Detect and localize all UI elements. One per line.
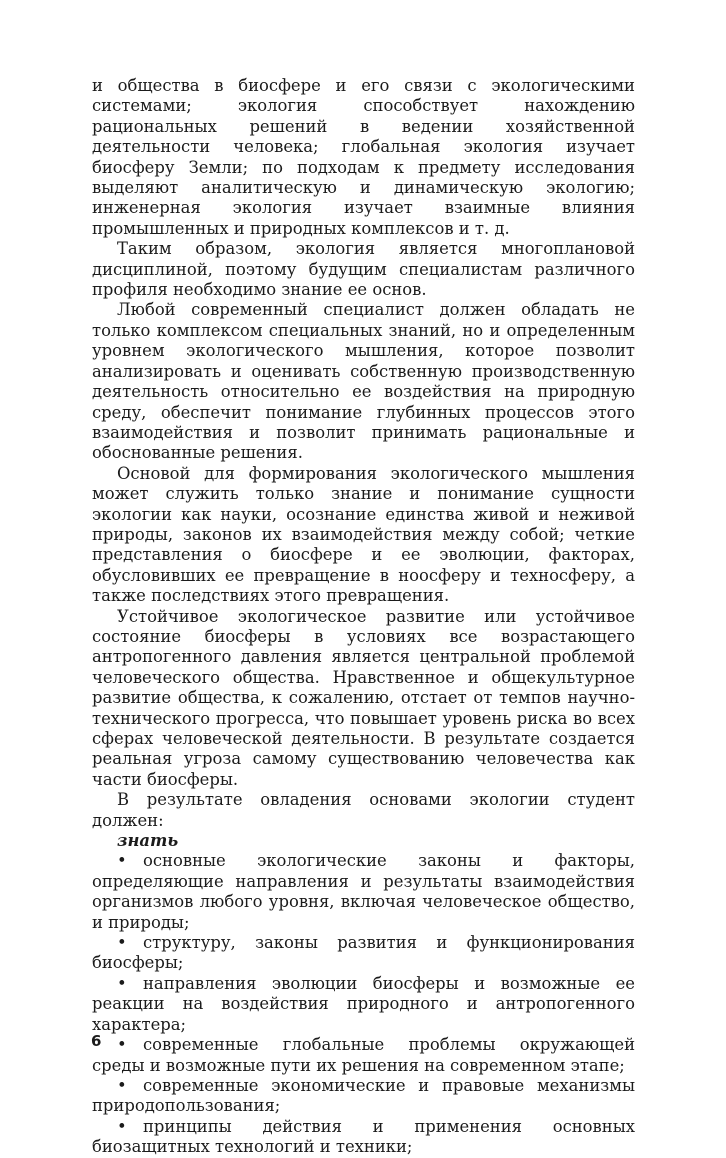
bullet-icon: • — [117, 973, 127, 993]
list-item-text: направления эволюции биосферы и возможные ее реакции на воздействия природного и антропогенного характера; — [92, 973, 635, 1034]
list-item-text: принципы действия и применения основных биозащитных технологий и техники; — [92, 1116, 635, 1157]
bullet-icon: • — [117, 1075, 127, 1095]
bullet-icon: • — [117, 1116, 127, 1136]
term-heading — [92, 831, 635, 851]
list-item — [92, 1035, 635, 1076]
list-item-text: основные экологические законы и факторы, определяющие направления и результаты взаимодействия организмов любого уровня, включая человеческое общество, и природы; — [92, 851, 635, 932]
bullet-icon: • — [117, 933, 127, 953]
know-list — [92, 851, 635, 1157]
paragraph: Любой современный специалист должен обладать не только комплексом специальных знаний, но и определенным уровнем экологического мышления, которое позволит анализировать и оценивать собственную производственную деятельность относительно ее воздействия на природную среду, обеспечит понимание глубинных процессов этого взаимодействия и позволит принимать рациональные и обоснованные решения. — [92, 300, 635, 463]
list-item-text: современные экономические и правовые механизмы природопользования; — [92, 1075, 635, 1116]
bullet-icon: • — [117, 851, 127, 871]
page-number: 6 — [91, 1032, 102, 1050]
term-know: знать — [117, 831, 179, 851]
paragraph: Таким образом, экология является многоплановой дисциплиной, поэтому будущим специалистам различного профиля необходимо знание ее основ. — [92, 239, 635, 300]
list-item — [92, 851, 635, 933]
list-item — [92, 1117, 635, 1158]
list-item — [92, 933, 635, 974]
paragraph: Основой для формирования экологического мышления может служить только знание и понимание сущности экологии как науки, осознание единства живой и неживой природы, законов их взаимодействия между собой; четкие представления о биосфере и ее эволюции, факторах, обусловивших ее превращение в ноосферу и техносферу, а также последствиях этого превращения. — [92, 463, 635, 606]
page-body — [92, 76, 635, 1158]
list-item — [92, 974, 635, 1035]
paragraph: Устойчивое экологическое развитие или устойчивое состояние биосферы в условиях все возрастающего антропогенного давления является центральной проблемой человеческого общества. Нравственное и общекультурное развитие общества, к сожалению, отстает от темпов научно-технического прогресса, что повышает уровень риска во всех сферах человеческой деятельности. В результате создается реальная угроза самому существованию человечества как части биосферы. — [92, 606, 635, 789]
list-item-text: современные глобальные проблемы окружающей среды и возможные пути их решения на современном этапе; — [92, 1035, 635, 1075]
list-item — [92, 1076, 635, 1117]
paragraph: В результате овладения основами экологии студент должен: — [92, 790, 635, 830]
list-item-text: структуру, законы развития и функционирования биосферы; — [92, 933, 635, 973]
bullet-icon: • — [117, 1035, 127, 1055]
paragraph-continuation: и общества в биосфере и его связи с экологическими системами; экология способствует нахождению рациональных решений в ведении хозяйственной деятельности человека; глобальная экология изучает биосферу Земли; по подходам к предмету исследования выделяют аналитическую и динамическую экологию; инженерная экология изучает взаимные влияния промышленных и природных комплексов и т. д. — [92, 76, 635, 238]
